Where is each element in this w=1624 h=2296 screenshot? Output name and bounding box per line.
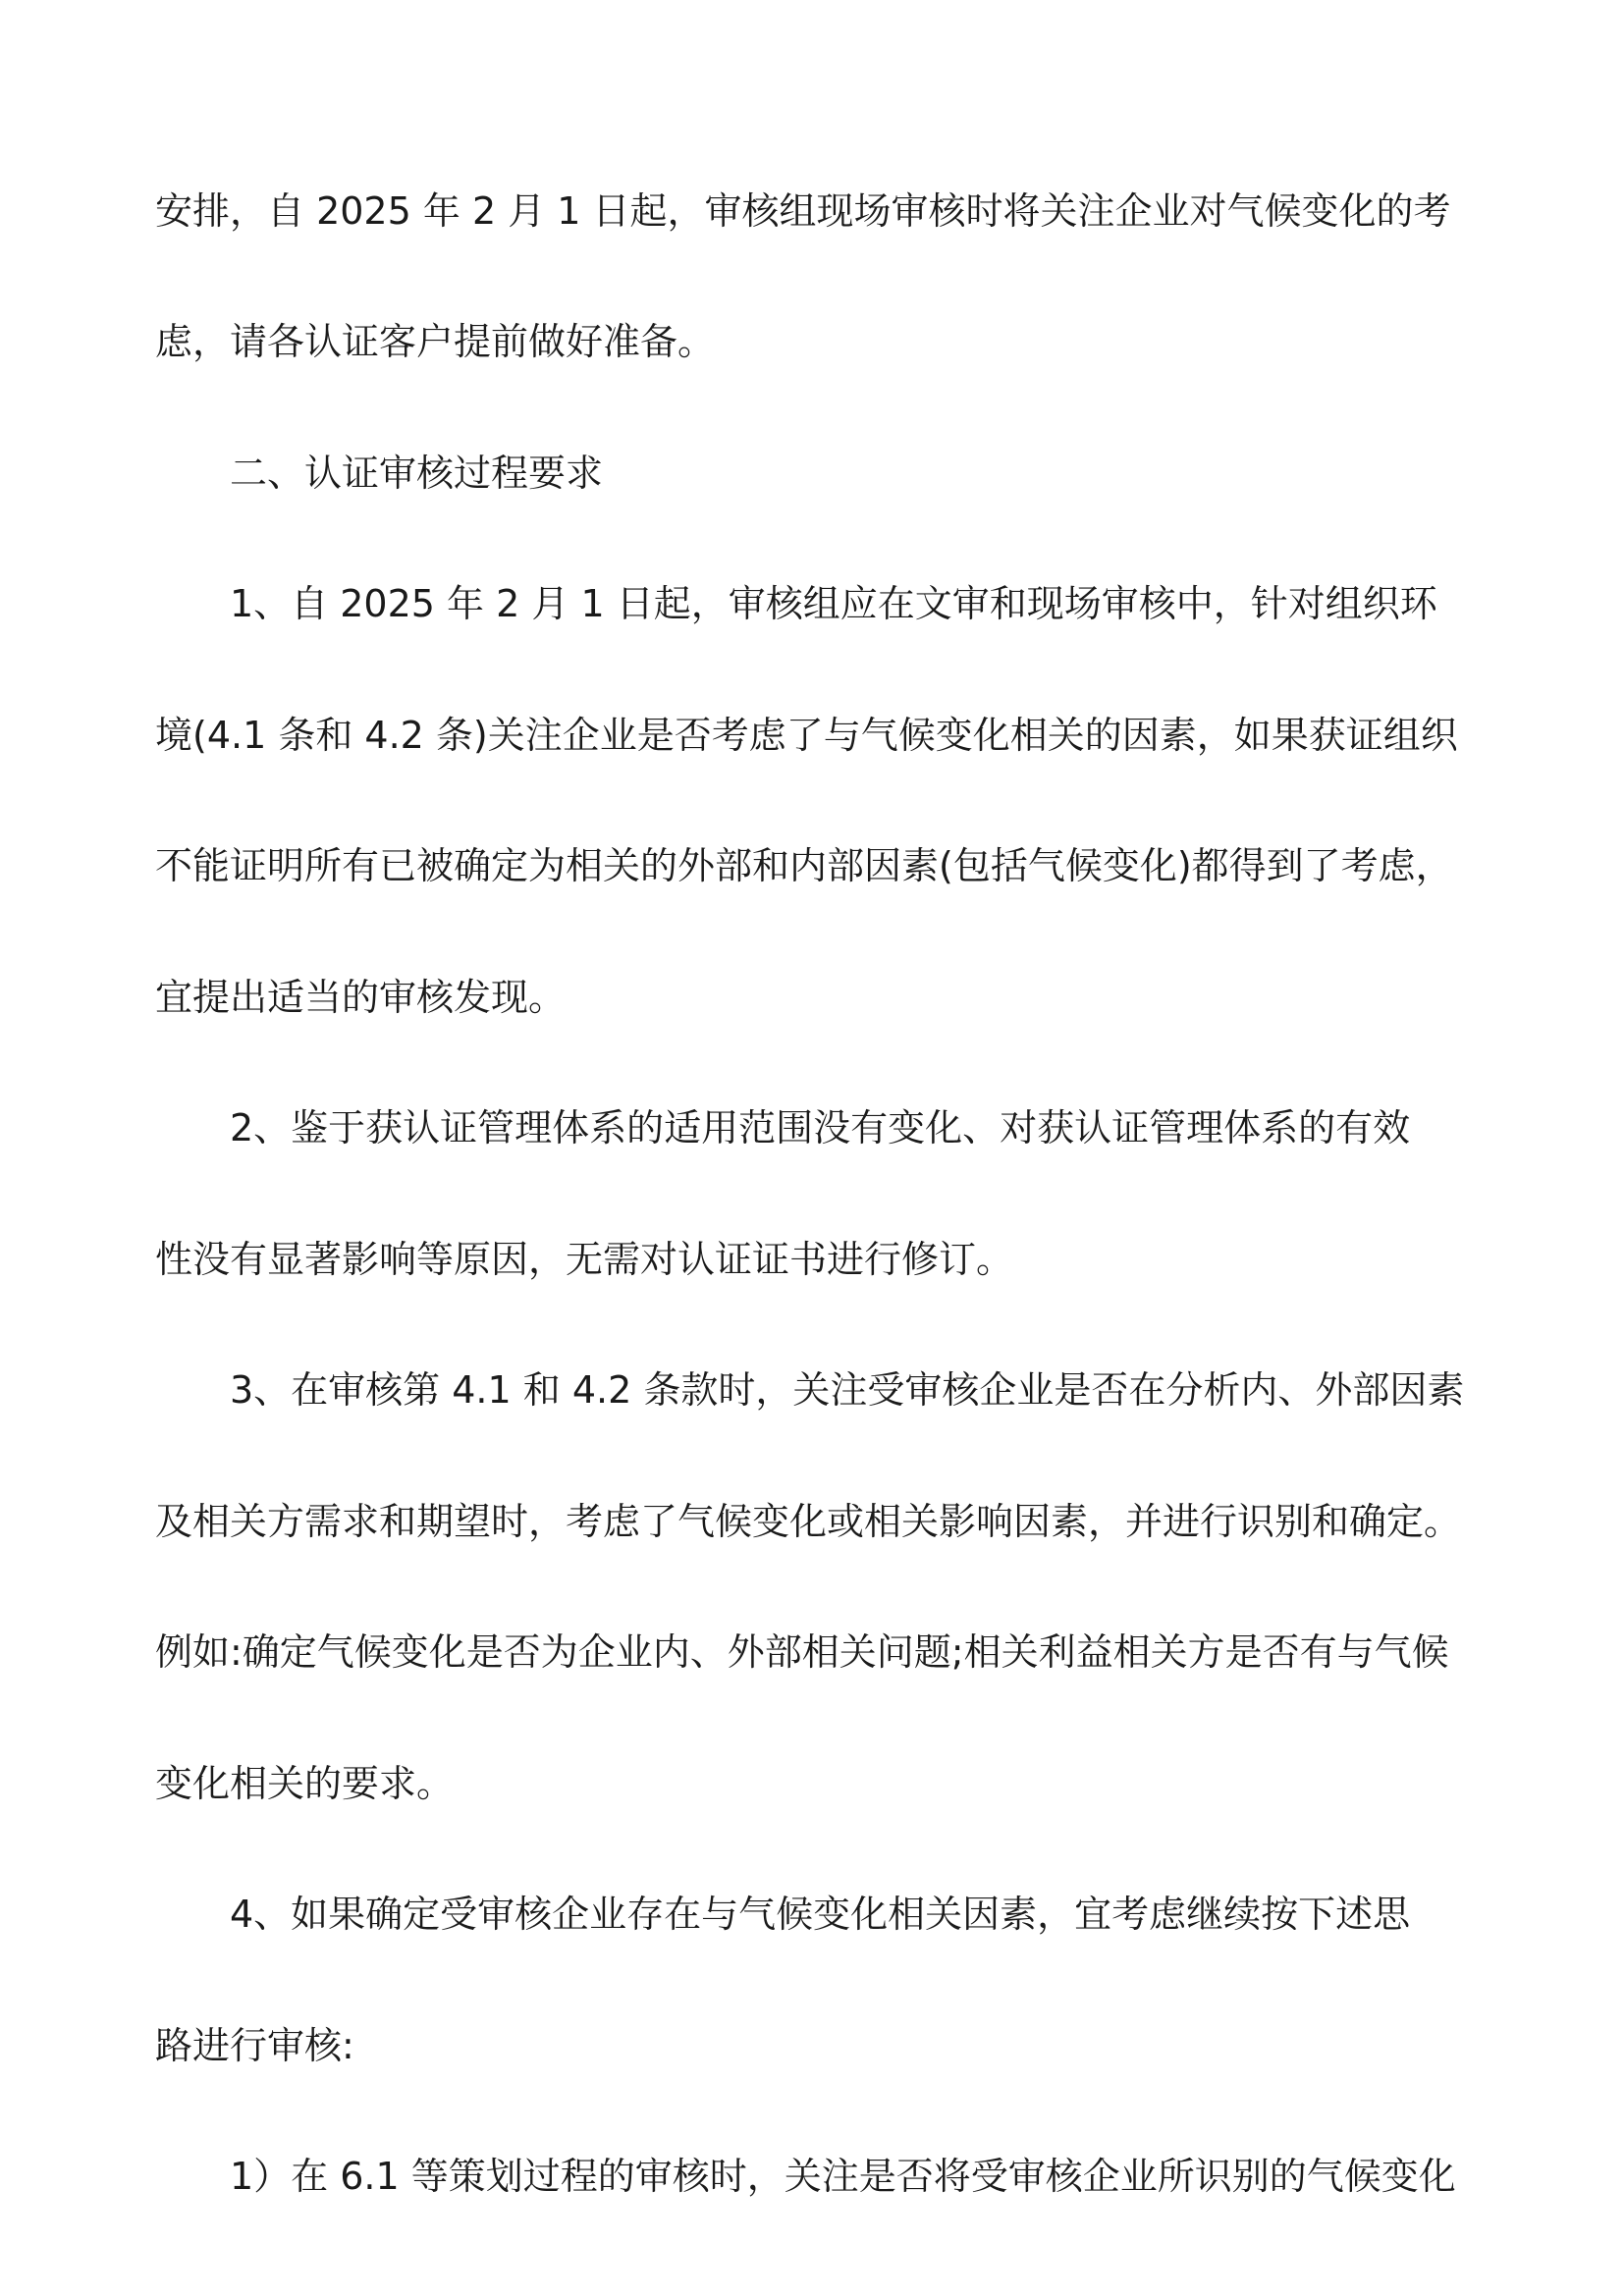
text-line: 安排，自 2025 年 2 月 1 日起，审核组现场审核时将关注企业对气候变化的考 (155, 189, 1451, 233)
text-line: 不能证明所有已被确定为相关的外部和内部因素(包括气候变化)都得到了考虑， (155, 844, 1453, 887)
text-line: 1、自 2025 年 2 月 1 日起，审核组应在文审和现场审核中，针对组织环 (230, 582, 1437, 625)
text-line: 变化相关的要求。 (155, 1762, 455, 1805)
text-line: 境(4.1 条和 4.2 条)关注企业是否考虑了与气候变化相关的因素，如果获证组织 (155, 714, 1458, 757)
text-line: 3、在审核第 4.1 和 4.2 条款时，关注受审核企业是否在分析内、外部因素 (230, 1368, 1465, 1412)
text-line: 及相关方需求和期望时，考虑了气候变化或相关影响因素，并进行识别和确定。 (155, 1500, 1462, 1543)
text-line: 2、鉴于获认证管理体系的适用范围没有变化、对获认证管理体系的有效 (230, 1106, 1411, 1149)
text-line: 路进行审核: (155, 2024, 354, 2067)
text-line: 性没有显著影响等原因，无需对认证证书进行修订。 (155, 1238, 1014, 1281)
text-line: 虑，请各认证客户提前做好准备。 (155, 320, 716, 363)
text-line: 宜提出适当的审核发现。 (155, 976, 567, 1019)
text-line: 1）在 6.1 等策划过程的审核时，关注是否将受审核企业所识别的气候变化 (230, 2155, 1456, 2198)
text-line: 例如:确定气候变化是否为企业内、外部相关问题;相关利益相关方是否有与气候 (155, 1630, 1449, 1674)
section-heading: 二、认证审核过程要求 (230, 452, 604, 495)
text-line: 4、如果确定受审核企业存在与气候变化相关因素，宜考虑继续按下述思 (230, 1893, 1411, 1936)
